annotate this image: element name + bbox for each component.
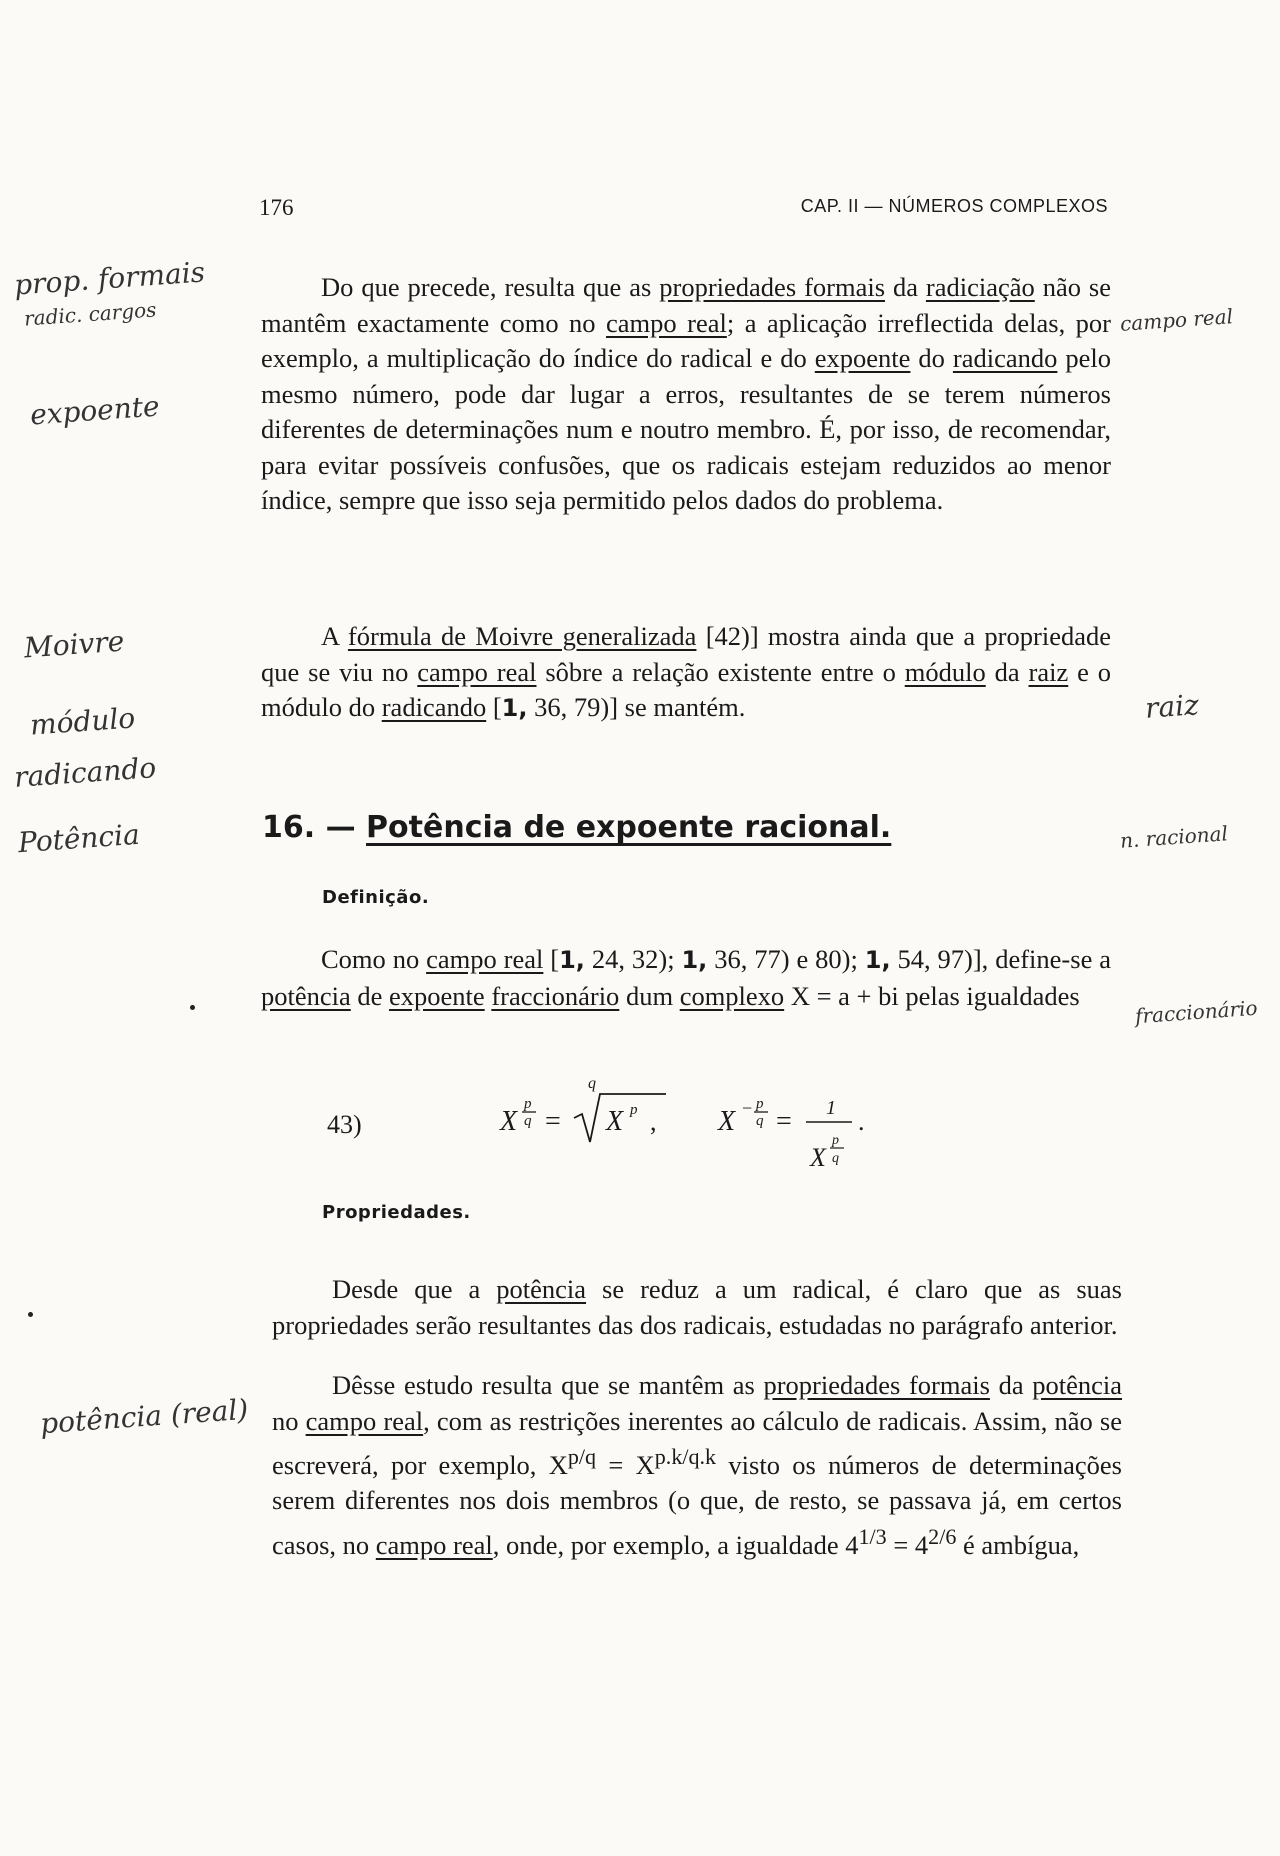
underlined-phrase: potência: [261, 980, 351, 1011]
underlined-phrase: radiciação: [925, 272, 1035, 302]
underlined-phrase: módulo: [904, 656, 986, 687]
section-heading: [262, 810, 891, 845]
eq-exp-num-2: p: [756, 1096, 764, 1112]
underlined-phrase: fraccionário: [491, 980, 620, 1011]
eq-period: .: [858, 1107, 865, 1136]
eq-one: 1: [826, 1097, 836, 1119]
eq-denominator-base: X: [810, 1143, 826, 1172]
paragraph-formal-properties: Dêsse estudo resulta que se mantêm as propriedades formais da potência no campo real, com as restrições inerentes ao cálculo de radicais. Assim, não se escreverá, por exemplo, $X^{p/q} = X^{p.k/q.k}$ visto os números de determinações serem diferentes nos dois membros (o que, de resto, se passava já, em certos casos, no campo real, onde, por exemplo, a igualdade $4^{1/3} = 4^{2/6}$ é ambígua,: [272, 1370, 1123, 1560]
section-title: Potência de expoente racional.: [366, 810, 892, 845]
margin-note: fraccionário: [1134, 995, 1259, 1029]
underlined-phrase: propriedades formais: [659, 272, 886, 302]
exponent: 2/6: [928, 1523, 957, 1549]
margin-note: radic. cargos: [23, 297, 158, 331]
margin-note: expoente: [29, 389, 161, 432]
ink-mark: [190, 1005, 195, 1010]
margin-note: radicando: [13, 751, 158, 794]
paragraph-moivre: A fórmula de Moivre generalizada [42)] mostra ainda que a propriedade que se viu no campo real sôbre a relação existente entre o módulo da raiz e o módulo do radicando [1, 36, 79)] se mantém.: [261, 621, 1112, 722]
exponent: p.k/q.k: [654, 1444, 717, 1469]
underlined-phrase: campo real: [426, 944, 544, 974]
section-number: 16. —: [262, 810, 356, 845]
underlined-phrase: complexo: [679, 980, 785, 1011]
underlined-phrase: campo real: [375, 1529, 493, 1560]
eq-base: X: [500, 1106, 518, 1137]
paragraph-definition: Como no campo real [1, 24, 32); 1, 36, 77) e 80); 1, 54, 97)], define-se a potência de expoente fraccionário dum complexo X = a + bi pelas igualdades: [261, 944, 1111, 1011]
paragraph-radiciation: Do que precede, resulta que as propriedades formais da radiciação não se mantêm exactamente como no campo real; a aplicação irreflectida delas, por exemplo, a multiplicação do índice do radical e do expoente do radicando pelo mesmo número, pode dar lugar a erros, resultantes de se terem números diferentes de determinações num e noutro membro. É, por isso, de recomendar, para evitar possíveis confusões, que os radicais estejam reduzidos ao menor índice, sempre que isso seja permitido pelos dados do problema.: [261, 272, 1111, 515]
eq-base-2: X: [718, 1106, 736, 1137]
exponent: p/q: [567, 1444, 597, 1469]
eq-comma: ,: [650, 1107, 657, 1136]
underlined-phrase: expoente: [814, 343, 911, 373]
eq-den-exp-num: p: [832, 1133, 839, 1148]
ink-mark: [28, 1312, 33, 1317]
underlined-phrase: potência: [496, 1274, 587, 1304]
equation-label: 43): [327, 1110, 362, 1139]
underlined-phrase: propriedades formais: [763, 1370, 990, 1400]
margin-note: potência (real): [39, 1392, 250, 1441]
margin-note: n. racional: [1119, 821, 1229, 853]
eq-den-exp-den: q: [832, 1151, 839, 1166]
margin-note: campo real: [1119, 304, 1234, 336]
margin-note: Moivre: [22, 624, 126, 665]
equation-43: [490, 1070, 910, 1180]
underlined-phrase: potência: [1032, 1370, 1123, 1400]
underlined-phrase: campo real: [606, 307, 727, 338]
eq-exp-num: p: [524, 1096, 532, 1112]
eq-exp-den-2: q: [756, 1113, 764, 1129]
margin-note: prop. formais: [13, 255, 206, 302]
underlined-phrase: radicando: [381, 692, 487, 722]
underlined-phrase: raiz: [1028, 656, 1069, 687]
eq-equals: =: [545, 1106, 561, 1137]
running-header: CAP. II — NÚMEROS COMPLEXOS: [800, 196, 1108, 216]
eq-radicand-exp: p: [630, 1102, 638, 1118]
eq-root-index: q: [588, 1075, 596, 1092]
eq-exp-den: q: [524, 1113, 532, 1129]
eq-minus: −: [742, 1098, 753, 1118]
underlined-phrase: campo real: [417, 656, 537, 687]
underlined-phrase: fórmula de Moivre generalizada: [347, 621, 697, 651]
paragraph-properties: Desde que a potência se reduz a um radical, é claro que as suas propriedades serão resultantes das dos radicais, estudadas no parágrafo anterior.: [272, 1274, 1122, 1340]
eq-equals-2: =: [776, 1106, 792, 1137]
margin-note: módulo: [28, 701, 137, 742]
margin-note: raiz: [1143, 688, 1200, 725]
margin-note: Potência: [16, 817, 141, 860]
underlined-phrase: expoente: [389, 980, 485, 1011]
underlined-phrase: radicando: [952, 343, 1058, 373]
underlined-phrase: campo real: [305, 1405, 424, 1436]
definition-heading: Definição.: [322, 887, 430, 908]
page-number: 176: [259, 195, 294, 220]
eq-radicand: X: [606, 1106, 624, 1137]
properties-heading: Propriedades.: [322, 1202, 471, 1223]
exponent: 1/3: [858, 1523, 887, 1549]
